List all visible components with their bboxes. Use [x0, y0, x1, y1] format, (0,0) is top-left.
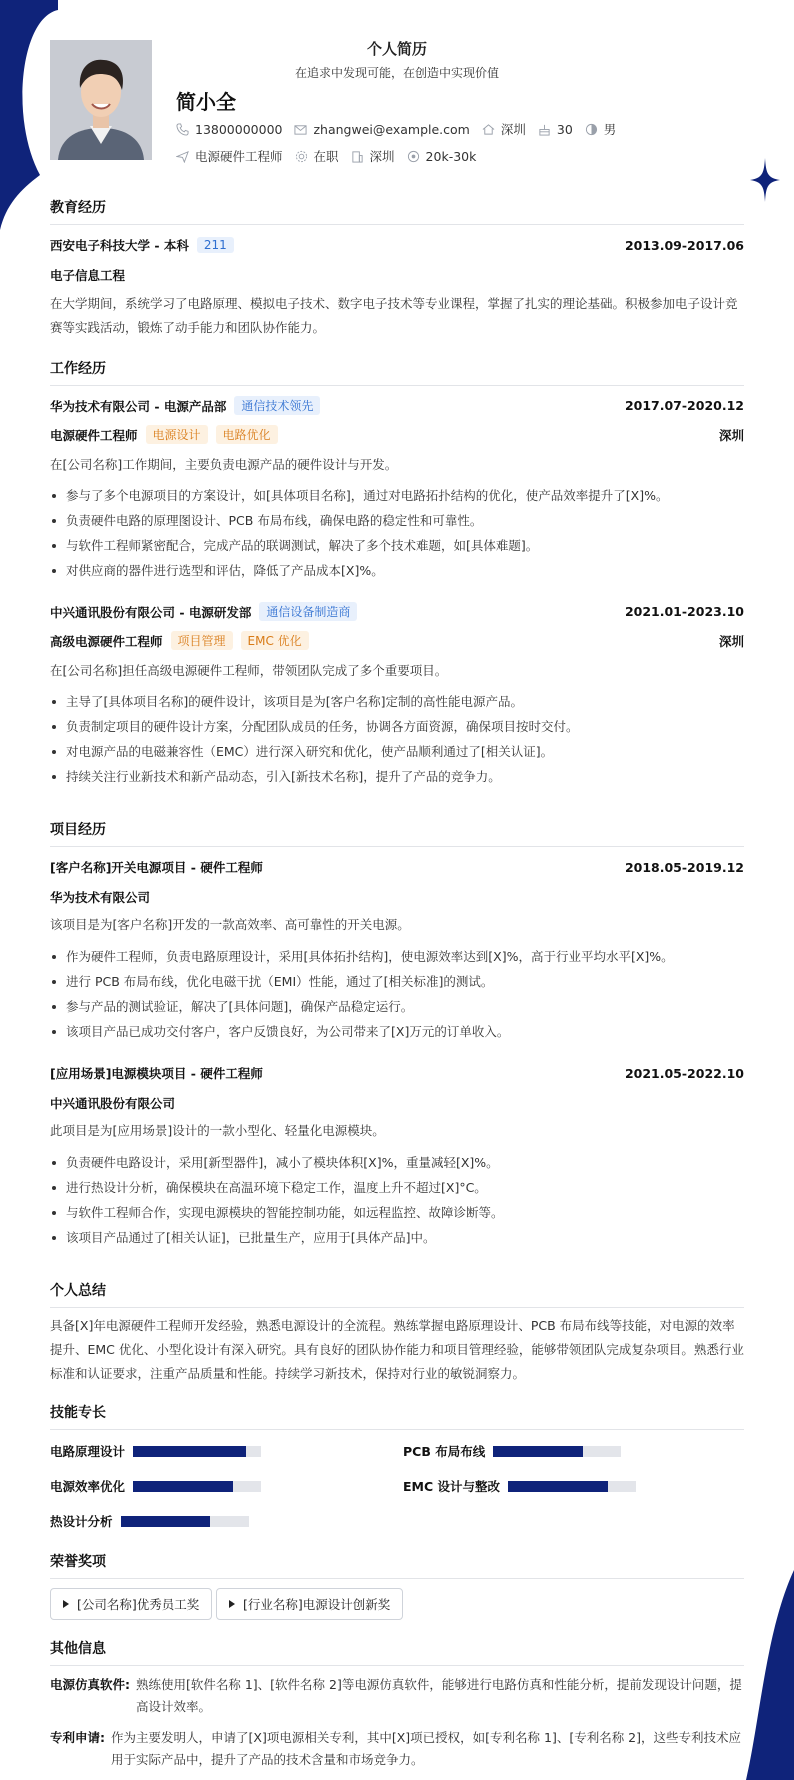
company-name: 华为技术有限公司 - 电源产品部 [50, 398, 227, 414]
education-desc: 在大学期间，系统学习了电路原理、模拟电子技术、数字电子技术等专业课程，掌握了扎实的理论基础。积极参加电子设计竞赛等实践活动，锻炼了动手能力和团队协作能力。 [50, 296, 738, 335]
status-item: 在职 [295, 147, 339, 165]
school-name: 西安电子科技大学 - 本科 [50, 238, 189, 253]
list-item: 与软件工程师紧密配合，完成产品的联调测试，解决了多个技术难题，如[具体难题]。 [50, 533, 744, 558]
candidate-name: 简小全 [176, 90, 236, 114]
award-item: [行业名称]电源设计创新奖 [216, 1588, 403, 1620]
section-title-summary: 个人总结 [50, 1280, 744, 1308]
work-role-row [50, 425, 744, 444]
project-bullets [50, 1150, 744, 1250]
project-date: 2018.05-2019.12 [624, 859, 744, 875]
city-item: 深圳 [351, 147, 395, 165]
project-entry [50, 858, 744, 876]
project-name: [客户名称]开关电源项目 - 硬件工程师 [50, 860, 263, 875]
list-item: 对供应商的器件进行选型和评估，降低了产品成本[X]%。 [50, 558, 744, 583]
work-date: 2017.07-2020.12 [624, 398, 744, 413]
cake-icon [538, 123, 551, 136]
section-title-projects: 项目经历 [50, 819, 744, 847]
other-item [50, 1674, 744, 1718]
skill-bar-fill [133, 1446, 246, 1457]
skill-item [403, 1477, 636, 1495]
document-subtitle: 在追求中发现可能，在创造中实现价值 [294, 66, 499, 80]
list-item: 该项目产品已成功交付客户，客户反馈良好，为公司带来了[X]万元的订单收入。 [50, 1019, 744, 1044]
building-icon [351, 150, 364, 163]
list-item: 负责硬件电路的原理图设计、PCB 布局布线，确保电路的稳定性和可靠性。 [50, 508, 744, 533]
send-icon [176, 150, 189, 163]
play-icon [229, 1600, 235, 1608]
work-entry [50, 396, 744, 415]
coin-icon [407, 150, 420, 163]
project-entry [50, 1064, 744, 1082]
skill-item [403, 1442, 621, 1460]
resume-header [50, 0, 744, 190]
education-date: 2013.09-2017.06 [624, 237, 744, 253]
work-bullets [50, 483, 744, 583]
skill-bar [508, 1481, 636, 1492]
project-company: 中兴通讯股份有限公司 [50, 1096, 176, 1111]
other-value: 熟练使用[软件名称 1]、[软件名称 2]等电源仿真软件，能够进行电路仿真和性能分析，提前发现设计问题，提高设计效率。 [136, 1677, 742, 1714]
corner-decoration-bottom [746, 1570, 794, 1780]
mail-icon [294, 123, 307, 136]
project-intro: 此项目是为[应用场景]设计的一款小型化、轻量化电源模块。 [50, 1123, 385, 1138]
school-tag: 211 [197, 237, 234, 253]
skill-bar-fill [121, 1516, 211, 1527]
section-title-education: 教育经历 [50, 197, 744, 225]
project-name: [应用场景]电源模块项目 - 硬件工程师 [50, 1066, 263, 1081]
position-item: 电源硬件工程师 [176, 147, 283, 165]
skill-name: EMC 设计与整改 [403, 1479, 501, 1494]
list-item: 参与了多个电源项目的方案设计，如[具体项目名称]，通过对电路拓扑结构的优化，使产品效率提升了[X]%。 [50, 483, 744, 508]
work-city: 深圳 [718, 427, 744, 443]
skill-item [50, 1477, 261, 1495]
summary-text: 具备[X]年电源硬件工程师开发经验，熟悉电源设计的全流程。熟练掌握电路原理设计、PCB 布局布线等技能，对电源的效率提升、EMC 优化、小型化设计有深入研究。具有良好的团队协作能力和项目管理经验，能够带领团队完成复杂项目。熟悉行业标准和认证要求，注重产品质量和性能。持续学习新技术，保持对行业的敏锐洞察力。 [50, 1318, 744, 1381]
skill-bar [121, 1516, 249, 1527]
section-title-skills: 技能专长 [50, 1402, 744, 1430]
sparkle-icon [750, 158, 780, 202]
job-role: 电源硬件工程师 [50, 427, 138, 443]
email-item: zhangwei@example.com [294, 122, 469, 137]
location-item: 深圳 [482, 120, 526, 138]
skill-tag: 电路优化 [216, 425, 278, 444]
project-bullets [50, 944, 744, 1044]
contact-row [176, 120, 628, 138]
list-item: 参与产品的测试验证，解决了[具体问题]，确保产品稳定运行。 [50, 994, 744, 1019]
skill-tag: EMC 优化 [241, 631, 309, 650]
list-item: 作为硬件工程师，负责电路原理设计，采用[具体拓扑结构]，使电源效率达到[X]%，高于行业平均水平[X]%。 [50, 944, 744, 969]
list-item: 负责制定项目的硬件设计方案，分配团队成员的任务，协调各方面资源，确保项目按时交付。 [50, 714, 744, 739]
section-title-work: 工作经历 [50, 358, 744, 386]
work-date: 2021.01-2023.10 [624, 604, 744, 619]
project-date: 2021.05-2022.10 [624, 1065, 744, 1081]
skill-bar [133, 1446, 261, 1457]
major: 电子信息工程 [50, 268, 126, 283]
section-title-honors: 荣誉奖项 [50, 1551, 744, 1579]
gender-icon [585, 123, 598, 136]
job-info-row [176, 147, 488, 165]
skill-tag: 项目管理 [171, 631, 233, 650]
company-tag: 通信设备制造商 [259, 602, 357, 621]
section-title-other: 其他信息 [50, 1638, 744, 1666]
skill-item [50, 1442, 261, 1460]
gender-item: 男 [585, 120, 617, 138]
list-item: 负责硬件电路设计，采用[新型器件]，减小了模块体积[X]%，重量减轻[X]%。 [50, 1150, 744, 1175]
other-item [50, 1727, 744, 1771]
other-label: 电源仿真软件: [50, 1677, 130, 1692]
skill-bar [493, 1446, 621, 1457]
job-role: 高级电源硬件工程师 [50, 633, 163, 649]
phone-icon [176, 123, 189, 136]
skill-name: 电路原理设计 [50, 1444, 126, 1459]
list-item: 该项目产品通过了[相关认证]，已批量生产，应用于[具体产品]中。 [50, 1225, 744, 1250]
list-item: 主导了[具体项目名称]的硬件设计，该项目是为[客户名称]定制的高性能电源产品。 [50, 689, 744, 714]
skill-item [50, 1512, 249, 1530]
other-value: 作为主要发明人，申请了[X]项电源相关专利，其中[X]项已授权，如[专利名称 1]、[专利名称 2]，这些专利技术应用于实际产品中，提升了产品的技术含量和市场竞争力。 [111, 1730, 741, 1767]
work-role-row [50, 631, 744, 650]
phone-item: 13800000000 [176, 122, 282, 137]
education-entry [50, 236, 744, 254]
list-item: 持续关注行业新技术和新产品动态，引入[新技术名称]，提升了产品的竞争力。 [50, 764, 744, 789]
list-item: 与软件工程师合作，实现电源模块的智能控制功能，如远程监控、故障诊断等。 [50, 1200, 744, 1225]
skill-bar-fill [133, 1481, 233, 1492]
age-item: 30 [538, 122, 573, 137]
honors-list [50, 1588, 744, 1620]
company-name: 中兴通讯股份有限公司 - 电源研发部 [50, 604, 252, 620]
skill-bar [133, 1481, 261, 1492]
skill-name: PCB 布局布线 [403, 1444, 486, 1459]
project-company: 华为技术有限公司 [50, 890, 151, 905]
work-city: 深圳 [718, 633, 744, 649]
skill-name: 热设计分析 [50, 1514, 113, 1529]
award-item: [公司名称]优秀员工奖 [50, 1588, 212, 1620]
company-tag: 通信技术领先 [234, 396, 320, 415]
home-icon [482, 123, 495, 136]
other-label: 专利申请: [50, 1730, 105, 1745]
list-item: 进行 PCB 布局布线，优化电磁干扰（EMI）性能，通过了[相关标准]的测试。 [50, 969, 744, 994]
skill-bar-fill [508, 1481, 608, 1492]
work-intro: 在[公司名称]担任高级电源硬件工程师，带领团队完成了多个重要项目。 [50, 663, 448, 678]
gear-icon [295, 150, 308, 163]
salary-item: 20k-30k [407, 149, 477, 164]
work-bullets [50, 689, 744, 789]
play-icon [63, 1600, 69, 1608]
skill-bar-fill [493, 1446, 583, 1457]
work-intro: 在[公司名称]工作期间，主要负责电源产品的硬件设计与开发。 [50, 457, 398, 472]
work-entry [50, 602, 744, 621]
skill-tag: 电源设计 [146, 425, 208, 444]
skill-name: 电源效率优化 [50, 1479, 126, 1494]
project-intro: 该项目是为[客户名称]开发的一款高效率、高可靠性的开关电源。 [50, 917, 410, 932]
list-item: 进行热设计分析，确保模块在高温环境下稳定工作，温度上升不超过[X]°C。 [50, 1175, 744, 1200]
document-title: 个人简历 [366, 40, 427, 58]
list-item: 对电源产品的电磁兼容性（EMC）进行深入研究和优化，使产品顺利通过了[相关认证]。 [50, 739, 744, 764]
